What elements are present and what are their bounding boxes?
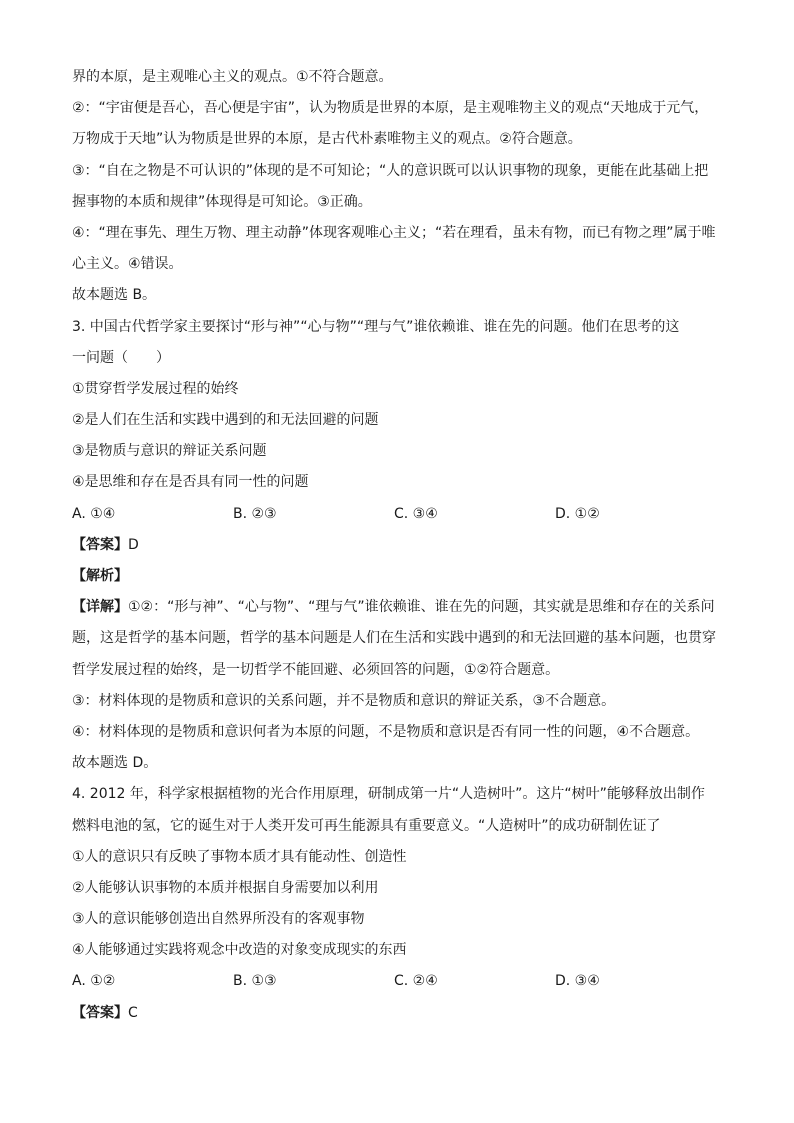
answer-value: C (128, 1004, 138, 1021)
statement-item: ③人的意识能够创造出自然界所没有的客观事物 (72, 911, 365, 928)
conclusion-line: 故本题选 D。 (72, 755, 158, 772)
option-c: C. ③④ (394, 505, 438, 522)
text-line: ②：“宇宙便是吾心，吾心便是宇宙”，认为物质是世界的本原，是主观唯物主义的观点“天地成于元气， (72, 100, 709, 117)
question-stem: 一问题（ ） (72, 349, 170, 366)
option-d: D. ③④ (555, 973, 600, 990)
question-3 (72, 312, 722, 780)
answer-options (72, 499, 722, 530)
option-b: B. ①③ (233, 973, 277, 990)
detail-label: 【详解】 (72, 599, 128, 616)
statement-item: ②人能够认识事物的本质并根据自身需要加以利用 (72, 879, 379, 896)
text-line: 心主义。④错误。 (72, 256, 183, 273)
question-4 (72, 779, 722, 1029)
statement-item: ④是思维和存在是否具有同一性的问题 (72, 474, 309, 491)
question-stem: 燃料电池的氢，它的诞生对于人类开发可再生能源具有重要意义。“人造树叶”的成功研制佐证了 (72, 817, 661, 834)
document-page (72, 62, 722, 1029)
text-line: 万物成于天地”认为物质是世界的本原，是古代朴素唯物主义的观点。②符合题意。 (72, 131, 582, 148)
detail-line: ④：材料体现的是物质和意识何者为本原的问题，不是物质和意识是否有同一性的问题，④不合题意。 (72, 723, 700, 740)
option-c: C. ②④ (394, 973, 438, 990)
statement-item: ③是物质与意识的辩证关系问题 (72, 443, 267, 460)
answer-label: 【答案】 (72, 536, 128, 553)
detail-text: ①②：“形与神”、“心与物”、“理与气”谁依赖谁、谁在先的问题，其实就是思维和存在的关系问 (128, 599, 715, 616)
option-a: A. ①② (72, 973, 116, 990)
conclusion-line: 故本题选 B。 (72, 287, 157, 304)
option-d: D. ①② (555, 505, 600, 522)
question-stem: 4. 2012 年，科学家根据植物的光合作用原理，研制成第一片“人造树叶”。这片“树叶”能够释放出制作 (72, 786, 705, 803)
answer-value: D (128, 536, 139, 553)
text-line: 握事物的本质和规律”体现得是可知论。③正确。 (72, 193, 372, 210)
detail-line: 题，这是哲学的基本问题，哲学的基本问题是人们在生活和实践中遇到的和无法回避的基本问题，也贯穿 (72, 630, 716, 647)
previous-analysis-block (72, 62, 722, 312)
option-a: A. ①④ (72, 505, 116, 522)
detail-line: 哲学发展过程的始终，是一切哲学不能回避、必须回答的问题，①②符合题意。 (72, 661, 560, 678)
analysis-label: 【解析】 (72, 568, 128, 584)
text-line: ③：“自在之物是不可认识的”体现的是不可知论；“人的意识既可以认识事物的现象，更能在此基础上把 (72, 162, 709, 179)
answer-label: 【答案】 (72, 1004, 128, 1021)
detail-first-line (72, 592, 722, 623)
detail-line: ③：材料体现的是物质和意识的关系问题，并不是物质和意识的辩证关系，③不合题意。 (72, 692, 616, 709)
text-line: ④：“理在事先、理生万物、理主动静”体现客观唯心主义；“若在理看，虽未有物，而已有物之理”属于唯 (72, 224, 716, 241)
statement-item: ②是人们在生活和实践中遇到的和无法回避的问题 (72, 412, 379, 429)
answer-options (72, 966, 722, 997)
statement-item: ④人能够通过实践将观念中改造的对象变成现实的东西 (72, 942, 407, 959)
answer-line (72, 530, 722, 561)
option-b: B. ②③ (233, 505, 277, 522)
text-line: 界的本原，是主观唯心主义的观点。①不符合题意。 (72, 69, 393, 85)
statement-item: ①人的意识只有反映了事物本质才具有能动性、创造性 (72, 848, 407, 865)
question-stem: 3. 中国古代哲学家主要探讨“形与神”“心与物”“理与气”谁依赖谁、谁在先的问题。他们在思考的这 (72, 318, 680, 335)
analysis-heading (72, 561, 722, 592)
statement-item: ①贯穿哲学发展过程的始终 (72, 380, 239, 397)
answer-line (72, 998, 722, 1029)
